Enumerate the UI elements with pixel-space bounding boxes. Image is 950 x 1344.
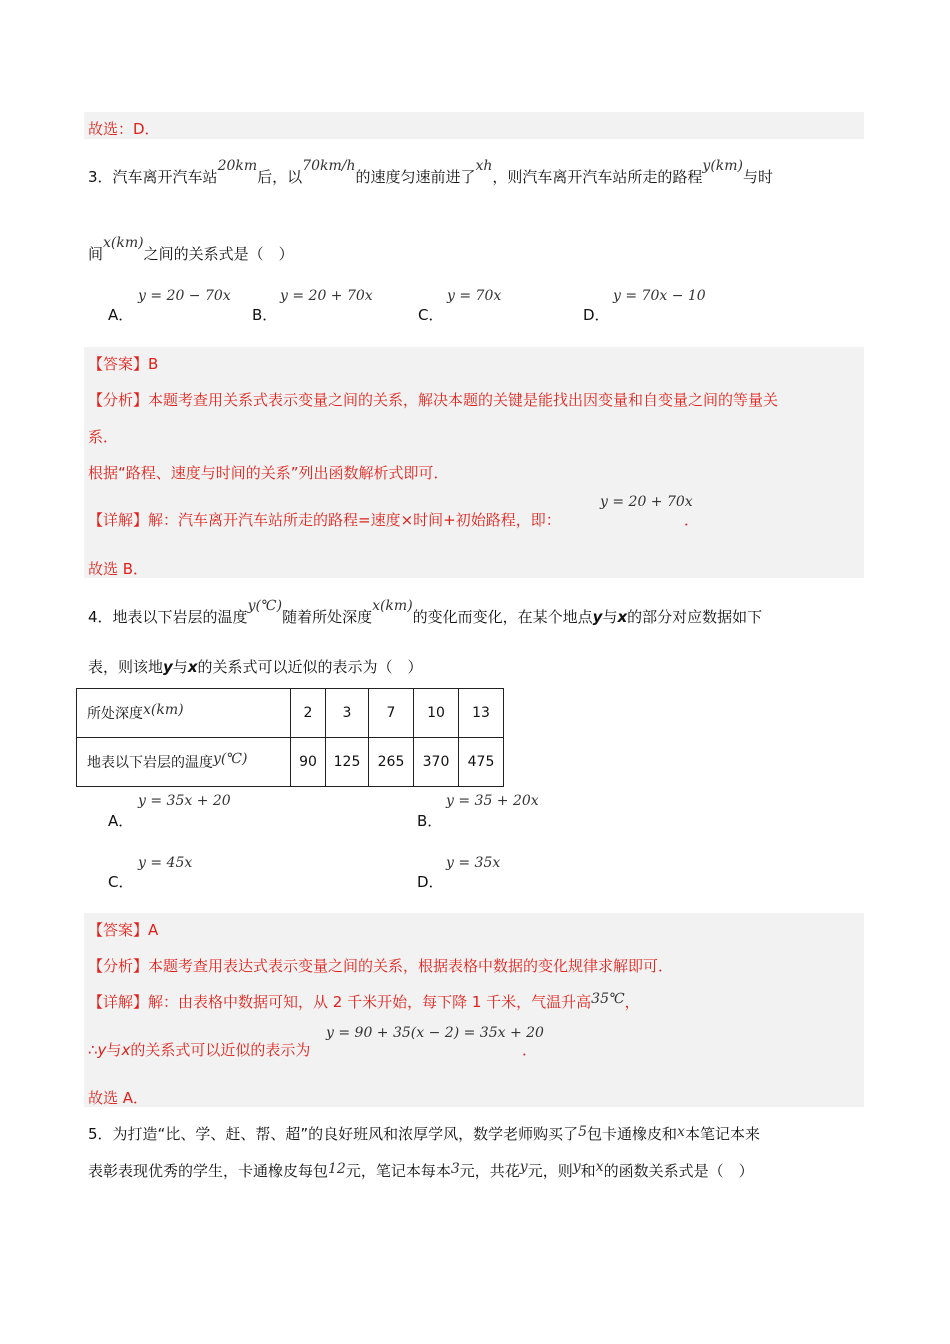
q4-option-d[interactable]: D．: [417, 873, 444, 891]
q3-time: xh: [475, 158, 493, 174]
table-cell: 2: [291, 689, 326, 738]
table-cell: 10: [414, 689, 459, 738]
q4-option-a-formula: y = 35x + 20: [138, 793, 231, 809]
q3-option-a[interactable]: A．: [108, 306, 134, 324]
table-cell: 7: [369, 689, 414, 738]
q3-x-var: x(km): [103, 235, 144, 251]
q4-option-b-formula: y = 35 + 20x: [446, 793, 539, 809]
q4-option-c-formula: y = 45x: [138, 855, 193, 871]
q4-stem-line2: 表，则该地y与x的关系式可以近似的表示为（ ）: [88, 658, 423, 676]
q3-analysis-line2: 系．: [88, 428, 119, 446]
q3-option-c[interactable]: C．: [418, 306, 444, 324]
q3-detail: 【详解】解：汽车离开汽车站所走的路程=速度×时间+初始路程，即：: [88, 511, 561, 529]
q4-option-b[interactable]: B．: [417, 812, 443, 830]
table-cell: 475: [459, 738, 504, 787]
q5-stem-line1: 5．为打造“比、学、赶、帮、超”的良好班风和浓厚学风，数学老师购买了5包卡通橡皮和x本笔记本来: [88, 1124, 760, 1143]
prev-solution-box: [84, 112, 864, 139]
q3-detail-end: ．: [684, 511, 700, 529]
q4-analysis: 【分析】本题考查用表达式表示变量之间的关系，根据表格中数据的变化规律求解即可．: [88, 957, 674, 975]
q3-option-b[interactable]: B．: [252, 306, 278, 324]
q3-option-c-formula: y = 70x: [447, 288, 502, 304]
q3-answer: 【答案】B: [88, 355, 159, 373]
table-row-label: 地表以下岩层的温度y(℃): [77, 738, 291, 787]
q3-option-d-formula: y = 70x − 10: [613, 288, 706, 304]
table-cell: 13: [459, 689, 504, 738]
q4-stem-line1: 4．地表以下岩层的温度y(℃)随着所处深度x(km)的变化而变化，在某个地点y与x的部分对应数据如下: [88, 598, 763, 626]
q4-detail-end: ．: [522, 1041, 538, 1059]
prev-conclusion: 故选：D．: [88, 120, 160, 138]
q3-option-a-formula: y = 20 − 70x: [138, 288, 231, 304]
q3-number: 3．: [88, 168, 113, 186]
q3-stem-line2: 间x(km)之间的关系式是（ ）: [88, 235, 294, 263]
table-cell: 265: [369, 738, 414, 787]
table-row: [77, 689, 504, 738]
table-row: [77, 738, 504, 787]
q3-speed: 70km/h: [302, 158, 356, 174]
table-cell: 370: [414, 738, 459, 787]
q4-x-var: x(km): [372, 598, 413, 614]
q4-data-table: [76, 688, 504, 787]
q3-analysis-line3: 根据“路程、速度与时间的关系”列出函数解析式即可．: [88, 464, 449, 482]
q4-option-a[interactable]: A．: [108, 812, 134, 830]
table-cell: 90: [291, 738, 326, 787]
q3-analysis-line1: 【分析】本题考查用关系式表示变量之间的关系，解决本题的关键是能找出因变量和自变量之间的等量关: [88, 391, 779, 409]
q3-y-var: y(km): [702, 158, 744, 174]
q3-detail-formula: y = 20 + 70x: [600, 494, 693, 510]
q4-option-c[interactable]: C．: [108, 873, 134, 891]
q5-stem-line2: 表彰表现优秀的学生，卡通橡皮每包12元，笔记本每本3元，共花y元，则y和x的函数关系式是（ ）: [88, 1159, 754, 1180]
q3-distance: 20km: [217, 158, 258, 174]
q4-option-d-formula: y = 35x: [446, 855, 501, 871]
q3-stem-line1: 3．汽车离开汽车站20km后，以70km/h的速度匀速前进了xh，则汽车离开汽车站所走的路程y(km)与时: [88, 158, 774, 186]
q3-option-d[interactable]: D．: [583, 306, 610, 324]
table-row-label: 所处深度x(km): [77, 689, 291, 738]
q3-conclusion: 故选 B．: [88, 560, 149, 578]
q5-number: 5．: [88, 1125, 113, 1143]
q4-answer: 【答案】A: [88, 921, 159, 939]
q4-detail-line2: ∴y与x的关系式可以近似的表示为: [88, 1041, 311, 1059]
q4-detail-line1: 【详解】解：由表格中数据可知，从 2 千米开始，每下降 1 千米，气温升高35℃，: [88, 991, 640, 1011]
q4-detail-formula: y = 90 + 35(x − 2) = 35x + 20: [326, 1025, 544, 1041]
q4-conclusion: 故选 A．: [88, 1089, 149, 1107]
q3-option-b-formula: y = 20 + 70x: [280, 288, 373, 304]
table-cell: 125: [326, 738, 369, 787]
table-cell: 3: [326, 689, 369, 738]
q4-number: 4．: [88, 608, 113, 626]
q4-y-var: y(℃): [247, 598, 283, 614]
